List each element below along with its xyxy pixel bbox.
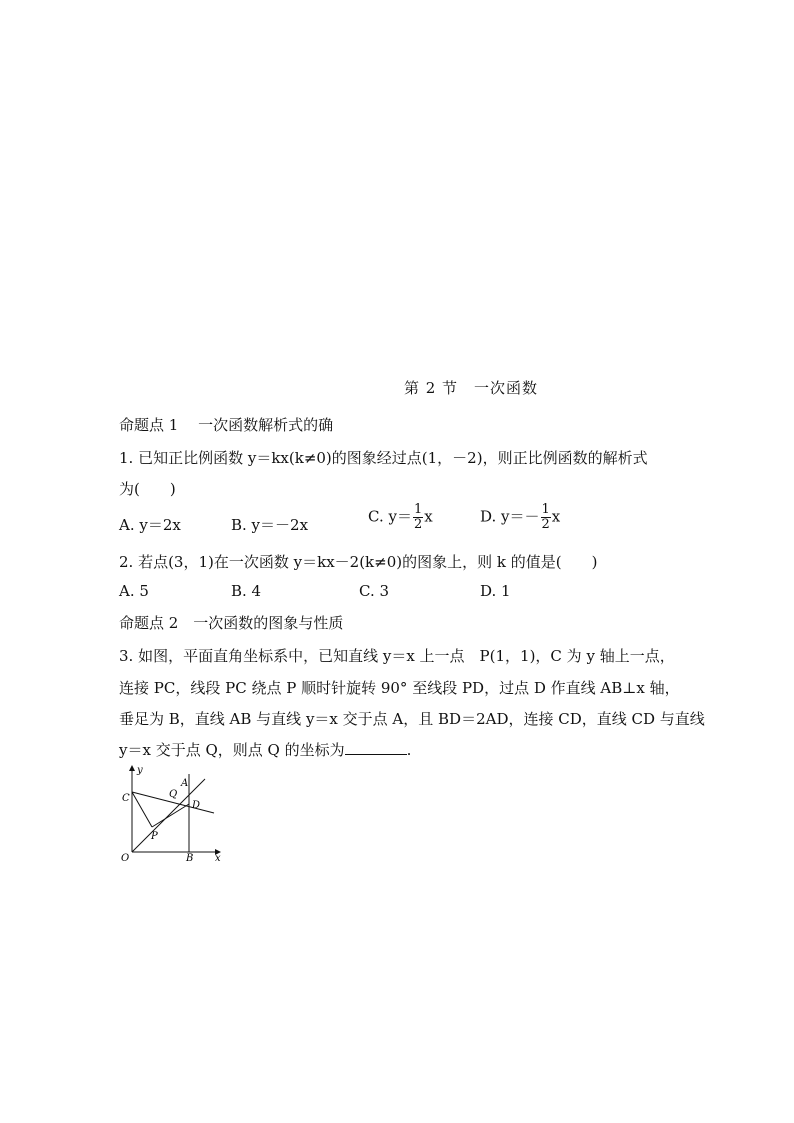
fraction-denominator: 2 — [413, 517, 423, 532]
q2-option-c: C. 3 — [359, 582, 390, 600]
answer-blank — [345, 740, 407, 755]
q1-option-d-suffix: x — [551, 507, 561, 526]
fraction-numerator: 1 — [541, 502, 550, 517]
coordinate-figure — [112, 762, 228, 864]
question-1-line-1: 1. 已知正比例函数 y＝kx(k≠0)的图象经过点(1，－2)，则正比例函数的解析式 — [119, 449, 648, 467]
q1-option-c — [368, 503, 433, 532]
question-3-line-3: 垂足为 B，直线 AB 与直线 y＝x 交于点 A，且 BD＝2AD，连接 CD，直线 CD 与直线 — [119, 710, 705, 728]
topic-1-heading: 命题点 1 一次函数解析式的确 — [119, 416, 334, 434]
q1-option-c-suffix: x — [424, 507, 433, 526]
section-title: 第 2 节 一次函数 — [403, 379, 539, 397]
label-o: O — [121, 853, 130, 864]
segment-pd — [152, 804, 189, 827]
q1-option-c-prefix: C. y＝ — [368, 507, 412, 526]
q2-option-a: A. 5 — [119, 582, 149, 600]
q1-option-b: B. y＝－2x — [231, 516, 309, 534]
q1-option-d — [480, 503, 560, 532]
label-x: x — [215, 853, 221, 864]
question-1-line-2: 为( ) — [119, 480, 176, 498]
q1-option-d-prefix: D. y＝－ — [480, 507, 540, 526]
question-3-line-1: 3. 如图，平面直角坐标系中，已知直线 y＝x 上一点 P(1，1)，C 为 y 轴上一点， — [119, 647, 675, 665]
question-3-line-4-end: . — [406, 741, 412, 759]
fraction-numerator: 1 — [413, 502, 423, 517]
fraction-denominator: 2 — [541, 517, 550, 532]
question-3-line-4-text: y＝x 交于点 Q，则点 Q 的坐标为 — [119, 741, 345, 759]
label-c: C — [122, 793, 130, 804]
label-p: P — [151, 831, 158, 842]
question-3-line-4 — [119, 739, 411, 760]
label-q: Q — [169, 789, 178, 800]
q2-option-d: D. 1 — [480, 582, 511, 600]
question-3-line-2: 连接 PC，线段 PC 绕点 P 顺时针旋转 90° 至线段 PD，过点 D 作直线 AB⊥x 轴， — [119, 679, 680, 697]
q1-option-c-fraction — [413, 503, 423, 532]
q1-option-d-fraction — [541, 503, 551, 532]
label-y: y — [137, 765, 143, 776]
label-d: D — [192, 800, 201, 811]
topic-2-heading: 命题点 2 一次函数的图象与性质 — [119, 614, 344, 632]
label-a: A — [181, 778, 189, 789]
label-b: B — [186, 853, 194, 864]
segment-pc — [132, 792, 152, 827]
q1-option-a: A. y＝2x — [119, 516, 181, 534]
question-2-line-1: 2. 若点(3，1)在一次函数 y＝kx－2(k≠0)的图象上，则 k 的值是( ) — [119, 553, 598, 571]
q2-option-b: B. 4 — [231, 582, 262, 600]
